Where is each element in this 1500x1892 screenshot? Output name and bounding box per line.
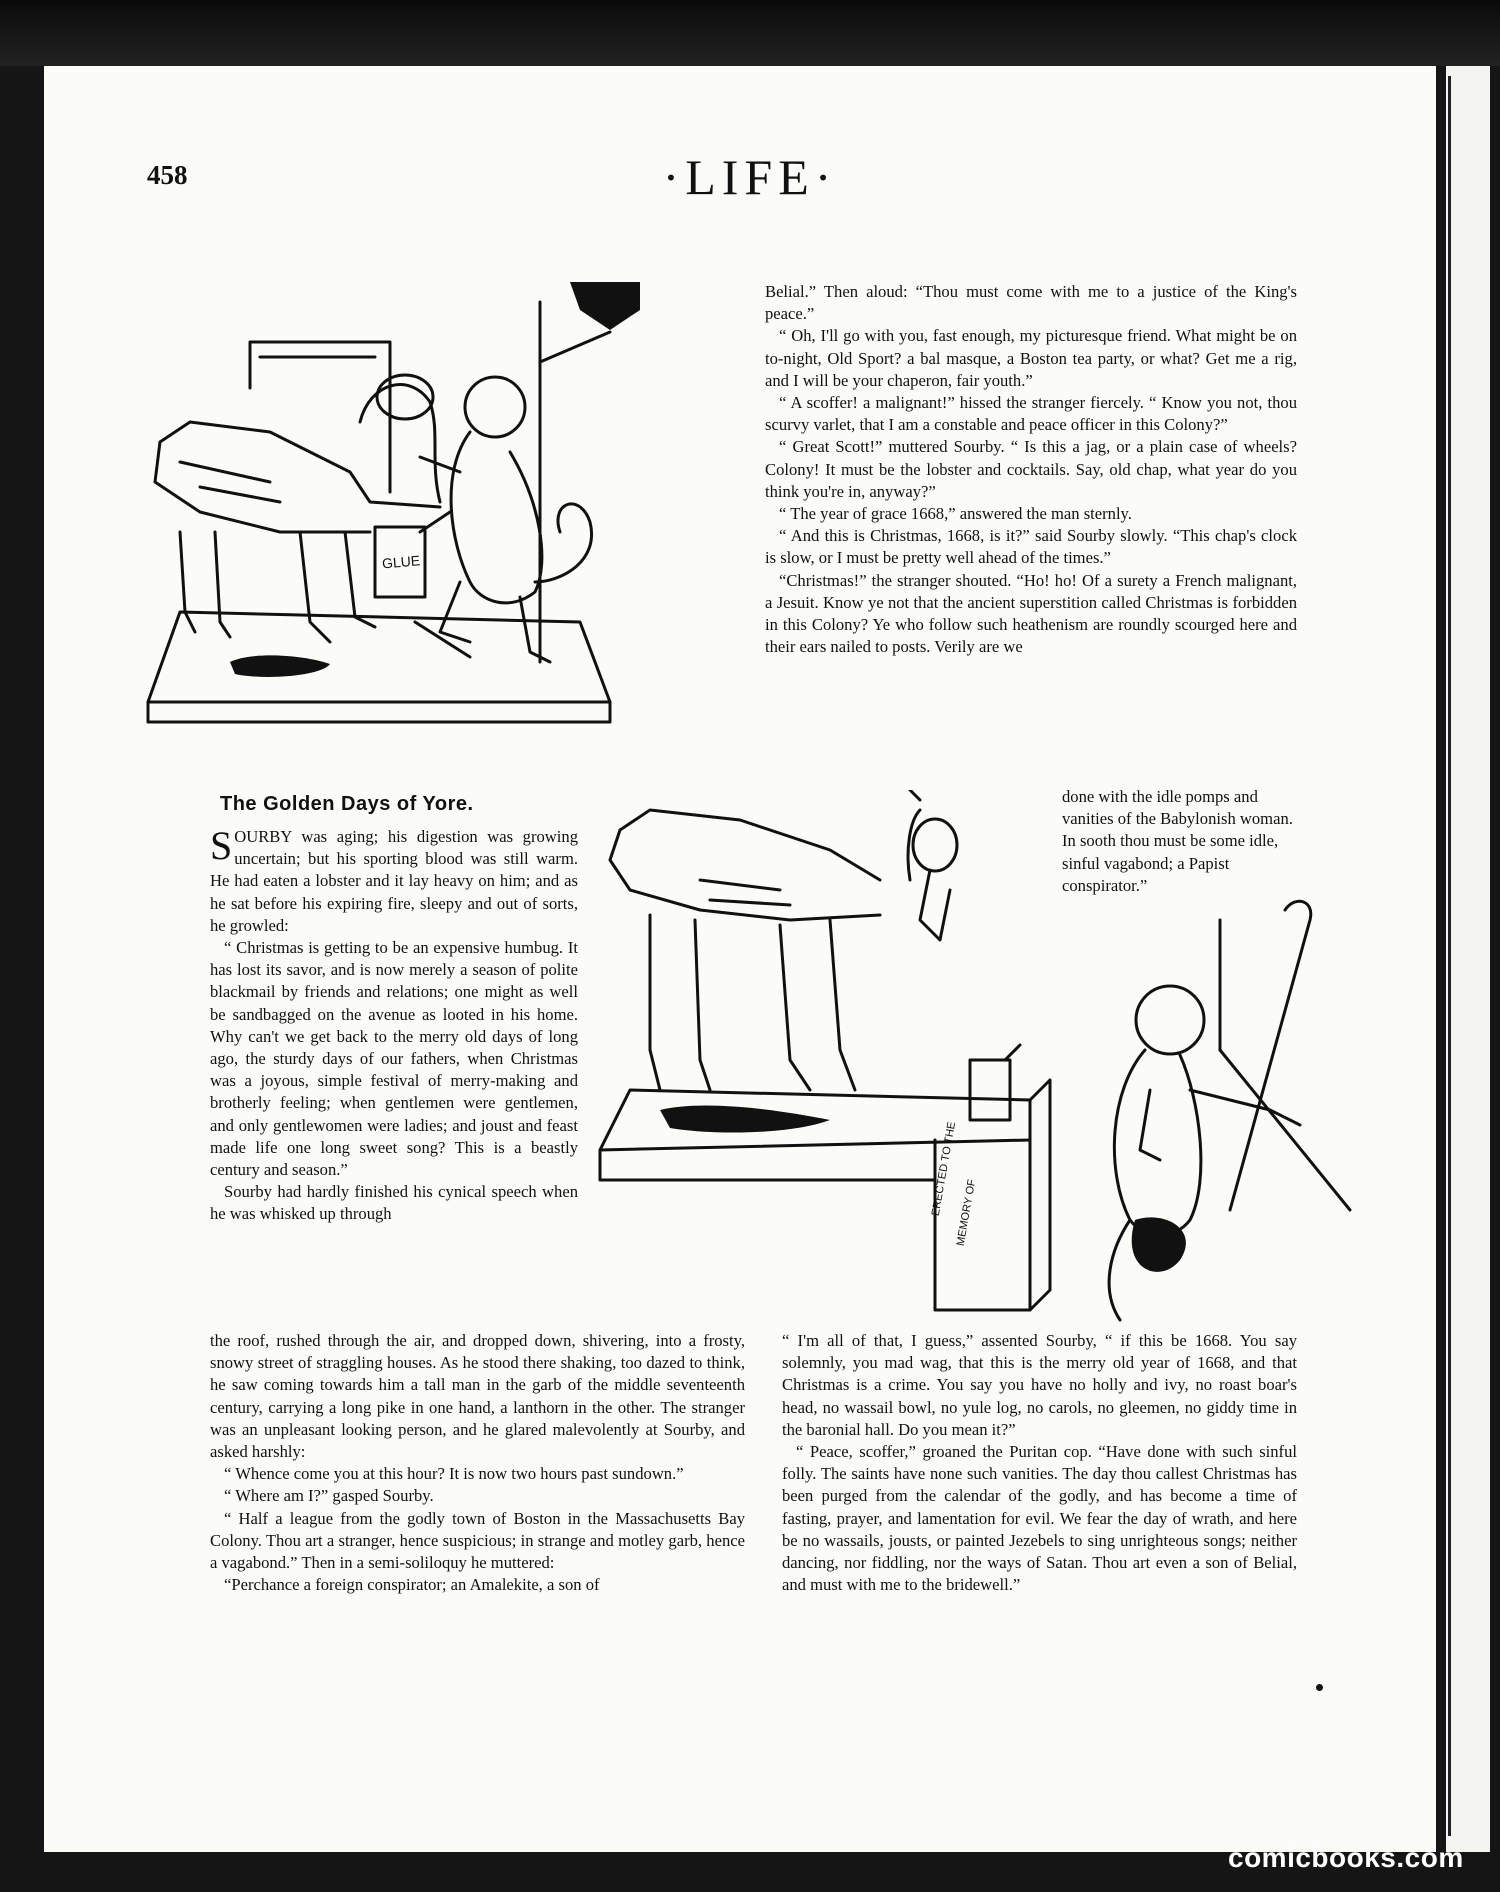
story-paragraph: “ Where am I?” gasped Sourby. xyxy=(224,1486,434,1506)
story-paragraph: “ Great Scott!” muttered Sourby. “ Is this a jag, or a plain case of wheels? Colony! It must be the lobster and cocktails. Say, old chap, what year do you think you're in, anyway?” xyxy=(765,437,1297,501)
facing-page-edge xyxy=(1446,66,1490,1852)
drop-cap: S xyxy=(210,823,233,868)
story-opening-text: OURBY was aging; his digestion was growing uncertain; but his sporting blood was still warm. He had eaten a lobster and it lay heavy on him; and as he sat before his expiring fire, sleepy and out of sorts, he growled: xyxy=(210,827,578,935)
story-paragraph: “ Christmas is getting to be an expensive humbug. It has lost its savor, and is now merely a season of polite blackmail by friends and relations; one might as well be sandbagged on the avenue as looted in his home. Why can't we get back to the merry old days of long ago, the sturdy days of our fathers, when Christmas was a joyous, simple festival of merry-making and brotherly feeling; when gentlemen were gentlemen, and only gentlewomen were ladies; and joust and feast made life one long sweet song? This is a beastly century and season.” xyxy=(210,938,578,1180)
right-column-bottom xyxy=(782,1330,1297,1596)
story-paragraph: “ Half a league from the godly town of Boston in the Massachusetts Bay Colony. Thou art a stranger, hence suspicious; in strange and motley garb, hence a vagabond.” Then in a semi-soliloquy he muttered: xyxy=(210,1508,745,1573)
story-paragraph: “ A scoffer! a malignant!” hissed the stranger fiercely. “ Know you not, thou scurvy varlet, that I am a constable and peace officer in this Colony?” xyxy=(765,393,1297,435)
story-paragraph: “ Whence come you at this hour? It is now two hours past sundown.” xyxy=(224,1464,684,1484)
memorial-box-label-1: ERECTED TO THE xyxy=(929,1120,959,1217)
left-column-top xyxy=(210,823,578,1226)
story-paragraph: “ Peace, scoffer,” groaned the Puritan cop. “Have done with such sinful folly. The saints have none such vanities. The day thou callest Christmas has been purged from the calendar of the godly, and has become a time of fasting, prayer, and lamentation for evil. We fear the day of wrath, and here be no wassails, jousts, or painted Jezebels to sing unrighteous songs; neither dancing, nor fiddling, nor the ways of Satan. Thou art even a son of Belial, and must with me to the bridewell.” xyxy=(782,1442,1297,1595)
left-column-bottom xyxy=(210,1330,745,1596)
story-paragraph: done with the idle pomps and vanities of the Babylonish woman. In sooth thou must be some idle, sinful vagabond; a Papist conspirator.” xyxy=(1062,787,1293,895)
story-paragraph: the roof, rushed through the air, and dropped down, shivering, into a frosty, snowy street of straggling houses. As he stood there shaking, too dazed to think, he saw coming towards him a tall man in the garb of the middle seventeenth century, carrying a long pike in one hand, a lanthorn in the other. The stranger was an unpleasant looking person, and he glared malevolently at Sourby, and asked harshly: xyxy=(210,1331,745,1462)
story-paragraph: “ The year of grace 1668,” answered the man sternly. xyxy=(779,504,1132,524)
memorial-box-label-2: MEMORY OF xyxy=(954,1178,979,1247)
story-opening xyxy=(210,823,578,935)
right-column-top xyxy=(765,281,1297,658)
source-watermark: comicbooks.com xyxy=(1228,1842,1464,1873)
masthead-title: ·LIFE· xyxy=(662,149,838,205)
scan-border-top xyxy=(0,0,1500,66)
cartoon-monkey-with-cane xyxy=(590,790,1360,1330)
story-title: The Golden Days of Yore. xyxy=(220,793,474,815)
page-number: 458 xyxy=(147,160,188,190)
cartoon-monkey-gluing-clothes xyxy=(140,282,720,782)
story-paragraph: “Christmas!” the stranger shouted. “Ho! ho! Of a surety a French malignant, a Jesuit. Know ye not that the ancient superstition called Christmas is forbidden in this Colony? Ye who follow such heathenism are roundly scourged here and their ears nailed to posts. Verily are we xyxy=(765,570,1297,657)
story-paragraph: “Perchance a foreign conspirator; an Amalekite, a son of xyxy=(224,1575,600,1595)
story-paragraph: “ Oh, I'll go with you, fast enough, my picturesque friend. What might be on to-night, Old Sport? a bal masque, a Boston tea party, or what? Get me a rig, and I will be your chaperon, fair youth.” xyxy=(765,326,1297,390)
story-paragraph: Belial.” Then aloud: “Thou must come with me to a justice of the King's peace.” xyxy=(765,282,1297,324)
story-paragraph: Sourby had hardly finished his cynical speech when he was whisked up through xyxy=(210,1182,578,1224)
end-mark xyxy=(1316,1684,1323,1691)
story-paragraph xyxy=(210,823,578,937)
story-paragraph: “ And this is Christmas, 1668, is it?” said Sourby slowly. “This chap's clock is slow, or I must be pretty well ahead of the times.” xyxy=(765,526,1297,568)
story-paragraph: “ I'm all of that, I guess,” assented Sourby, “ if this be 1668. You say solemnly, you mad wag, that this is the merry old year of 1668, and that Christmas is a crime. You say you have no holly and ivy, no roast boar's head, no wassail bowl, no yule log, no carols, no gleemen, no giddy time in the baronial hall. Do you mean it?” xyxy=(782,1331,1297,1439)
glue-pot-label: GLUE xyxy=(381,552,421,572)
